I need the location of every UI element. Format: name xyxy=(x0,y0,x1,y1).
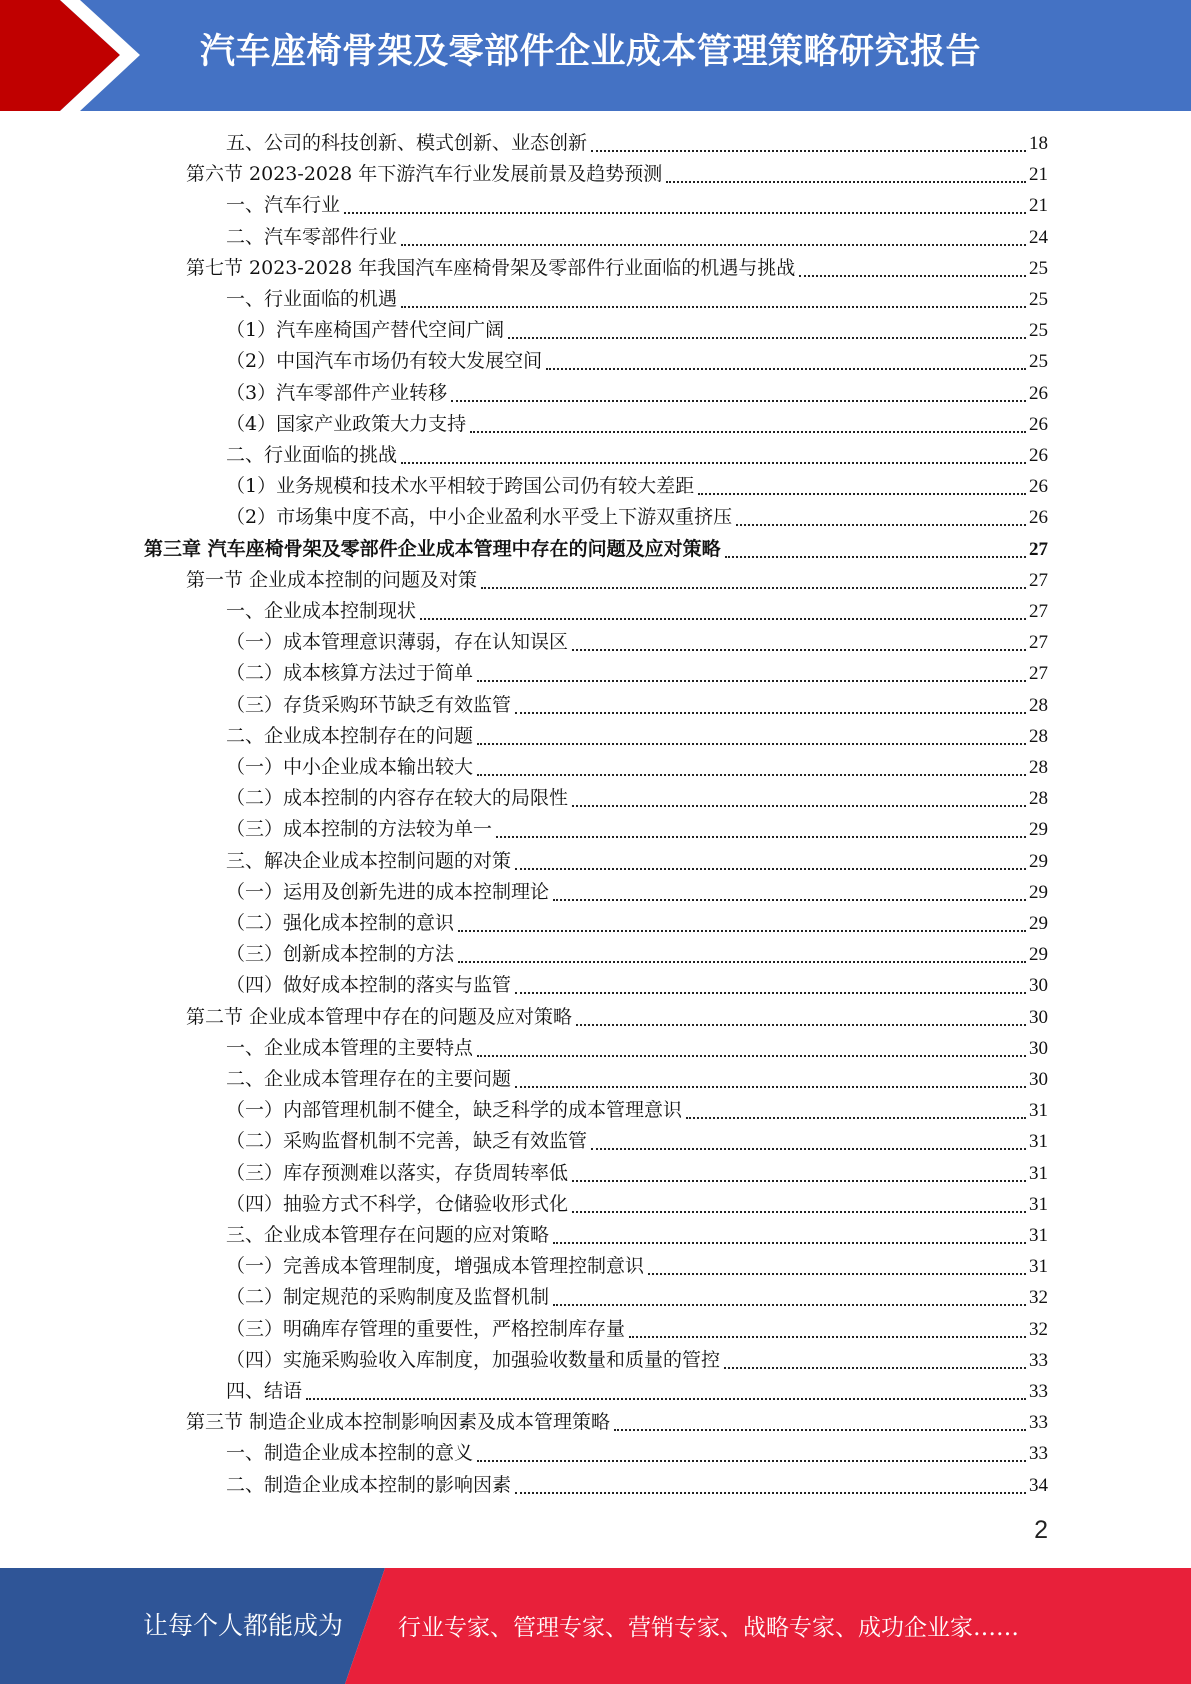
toc-entry-title: （一）中小企业成本输出较大 xyxy=(226,756,474,778)
toc-entry-page: 31 xyxy=(1029,1131,1048,1153)
toc-entry-page: 28 xyxy=(1029,725,1048,747)
toc-subsection-entry[interactable] xyxy=(226,1470,1048,1501)
toc-dot-leader xyxy=(576,1024,1026,1026)
toc-subsection-entry[interactable] xyxy=(226,1345,1048,1376)
toc-dot-leader xyxy=(724,1367,1026,1369)
toc-entry-page: 27 xyxy=(1029,663,1048,685)
toc-entry-title: 第三节 制造企业成本控制影响因素及成本管理策略 xyxy=(186,1411,611,1434)
toc-entry-page: 25 xyxy=(1029,257,1048,279)
toc-entry-title: 三、解决企业成本控制问题的对策 xyxy=(226,849,512,872)
toc-entry-page: 25 xyxy=(1029,320,1048,342)
toc-entry-page: 31 xyxy=(1029,1193,1048,1215)
toc-subsection-entry[interactable] xyxy=(226,190,1048,221)
toc-entry-page: 28 xyxy=(1029,788,1048,810)
toc-dot-leader xyxy=(481,587,1026,589)
toc-dot-leader xyxy=(648,1273,1026,1275)
toc-subsection-entry[interactable] xyxy=(226,1158,1048,1189)
toc-entry-title: 二、制造企业成本控制的影响因素 xyxy=(226,1473,512,1496)
toc-subsection-entry[interactable] xyxy=(226,846,1048,877)
toc-entry-page: 25 xyxy=(1029,289,1048,310)
toc-entry-page: 27 xyxy=(1029,632,1048,654)
toc-entry-page: 31 xyxy=(1029,1225,1048,1246)
toc-entry-title: （1）业务规模和技术水平相较于跨国公司仍有较大差距 xyxy=(226,475,695,498)
report-title: 汽车座椅骨架及零部件企业成本管理策略研究报告 xyxy=(200,32,982,72)
toc-subsection-entry[interactable] xyxy=(226,440,1048,471)
toc-entry-title: 第六节 2023-2028 年下游汽车行业发展前景及趋势预测 xyxy=(186,163,663,186)
toc-entry-page: 28 xyxy=(1029,694,1048,716)
footer-slogan-left: 让每个人都能成为 xyxy=(143,1611,344,1640)
toc-subsection-entry[interactable] xyxy=(226,970,1048,1001)
toc-entry-title: 第三章 汽车座椅骨架及零部件企业成本管理中存在的问题及应对策略 xyxy=(144,537,721,560)
toc-entry-title: （三）存货采购环节缺乏有效监管 xyxy=(226,693,512,716)
toc-chapter-entry[interactable] xyxy=(144,534,1048,565)
toc-subsection-entry[interactable] xyxy=(226,814,1048,845)
toc-dot-leader xyxy=(470,431,1026,433)
toc-entry-title: （三）成本控制的方法较为单一 xyxy=(226,818,493,841)
footer-banner xyxy=(0,1568,1191,1684)
toc-entry-title: （三）明确库存管理的重要性，严格控制库存量 xyxy=(226,1317,626,1340)
toc-dot-leader xyxy=(306,1398,1026,1400)
toc-subsection-entry[interactable] xyxy=(226,409,1048,440)
toc-entry-page: 33 xyxy=(1029,1349,1048,1371)
toc-entry-page: 33 xyxy=(1029,1412,1048,1434)
toc-entry-title: 二、行业面临的挑战 xyxy=(226,444,398,466)
toc-dot-leader xyxy=(401,244,1026,246)
toc-entry-title: 二、汽车零部件行业 xyxy=(226,225,398,248)
toc-entry-title: （一）运用及创新先进的成本控制理论 xyxy=(226,880,550,903)
toc-entry-title: 一、企业成本控制现状 xyxy=(226,600,417,622)
header-arrow-decoration xyxy=(0,0,160,111)
toc-dot-leader xyxy=(344,212,1026,214)
toc-dot-leader xyxy=(515,868,1026,870)
toc-entry-title: （四）实施采购验收入库制度，加强验收数量和质量的管控 xyxy=(226,1348,721,1371)
toc-subsection-entry[interactable] xyxy=(226,877,1048,908)
toc-entry-page: 26 xyxy=(1029,413,1048,435)
toc-dot-leader xyxy=(572,805,1026,807)
toc-section-entry[interactable] xyxy=(186,159,1048,190)
toc-subsection-entry[interactable] xyxy=(226,1126,1048,1157)
header-banner xyxy=(0,0,1191,111)
toc-dot-leader xyxy=(477,1460,1026,1462)
toc-section-entry[interactable] xyxy=(186,1002,1048,1033)
toc-dot-leader xyxy=(458,930,1026,932)
toc-section-entry[interactable] xyxy=(186,1407,1048,1438)
toc-subsection-entry[interactable] xyxy=(226,1314,1048,1345)
toc-entry-page: 18 xyxy=(1029,133,1048,154)
toc-section-entry[interactable] xyxy=(186,565,1048,596)
toc-entry-title: 二、企业成本管理存在的主要问题 xyxy=(226,1068,512,1090)
toc-dot-leader xyxy=(458,961,1026,963)
toc-section-entry[interactable] xyxy=(186,253,1048,284)
toc-entry-title: 一、汽车行业 xyxy=(226,194,341,217)
toc-entry-page: 27 xyxy=(1029,601,1048,622)
toc-dot-leader xyxy=(477,774,1026,776)
toc-entry-title: （四）抽验方式不科学，仓储验收形式化 xyxy=(226,1192,569,1215)
toc-entry-page: 30 xyxy=(1029,1006,1048,1028)
toc-entry-page: 31 xyxy=(1029,1162,1048,1184)
toc-entry-page: 33 xyxy=(1029,1381,1048,1402)
toc-dot-leader xyxy=(546,368,1026,370)
toc-dot-leader xyxy=(553,899,1026,901)
toc-entry-page: 26 xyxy=(1029,445,1048,466)
toc-subsection-entry[interactable] xyxy=(226,627,1048,658)
toc-dot-leader xyxy=(736,524,1026,526)
toc-entry-page: 29 xyxy=(1029,850,1048,872)
toc-entry-title: 五、公司的科技创新、模式创新、业态创新 xyxy=(226,132,588,154)
toc-dot-leader xyxy=(629,1336,1026,1338)
toc-entry-title: 第二节 企业成本管理中存在的问题及应对策略 xyxy=(186,1005,573,1028)
toc-entry-page: 34 xyxy=(1029,1474,1048,1496)
toc-subsection-entry[interactable] xyxy=(226,1220,1048,1251)
toc-entry-title: （1）汽车座椅国产替代空间广阔 xyxy=(226,319,505,342)
toc-subsection-entry[interactable] xyxy=(226,471,1048,502)
toc-subsection-entry[interactable] xyxy=(226,721,1048,752)
page-number: 2 xyxy=(1034,1516,1048,1544)
toc-dot-leader xyxy=(451,400,1026,402)
toc-entry-page: 21 xyxy=(1029,164,1048,186)
toc-entry-page: 26 xyxy=(1029,507,1048,529)
toc-dot-leader xyxy=(686,1117,1026,1119)
toc-dot-leader xyxy=(572,649,1026,651)
toc-entry-title: 四、结语 xyxy=(226,1380,303,1402)
toc-entry-page: 26 xyxy=(1029,476,1048,498)
toc-entry-title: （2）中国汽车市场仍有较大发展空间 xyxy=(226,350,543,373)
toc-dot-leader xyxy=(572,1211,1026,1213)
toc-entry-page: 21 xyxy=(1029,195,1048,217)
toc-dot-leader xyxy=(477,743,1026,745)
toc-entry-title: 第七节 2023-2028 年我国汽车座椅骨架及零部件行业面临的机遇与挑战 xyxy=(186,256,796,279)
toc-subsection-entry[interactable] xyxy=(226,1064,1048,1095)
toc-entry-page: 33 xyxy=(1029,1443,1048,1465)
toc-subsection-entry[interactable] xyxy=(226,596,1048,627)
toc-entry-title: 三、企业成本管理存在问题的应对策略 xyxy=(226,1224,550,1246)
toc-dot-leader xyxy=(420,618,1026,620)
toc-subsection-entry[interactable] xyxy=(226,128,1048,159)
toc-subsection-entry[interactable] xyxy=(226,222,1048,253)
toc-dot-leader xyxy=(572,1180,1026,1182)
toc-subsection-entry[interactable] xyxy=(226,752,1048,783)
toc-entry-title: （二）成本控制的内容存在较大的局限性 xyxy=(226,787,569,810)
toc-entry-page: 29 xyxy=(1029,913,1048,934)
toc-dot-leader xyxy=(515,1086,1026,1088)
toc-dot-leader xyxy=(477,680,1026,682)
toc-entry-title: 一、制造企业成本控制的意义 xyxy=(226,1442,474,1465)
toc-entry-page: 29 xyxy=(1029,881,1048,903)
toc-entry-title: （四）做好成本控制的落实与监管 xyxy=(226,974,512,997)
toc-entry-title: （一）完善成本管理制度，增强成本管理控制意识 xyxy=(226,1255,645,1278)
toc-dot-leader xyxy=(515,1492,1026,1494)
toc-entry-title: （一）成本管理意识薄弱，存在认知误区 xyxy=(226,631,569,654)
toc-dot-leader xyxy=(614,1429,1026,1431)
toc-entry-page: 29 xyxy=(1029,944,1048,966)
toc-entry-page: 30 xyxy=(1029,1069,1048,1090)
toc-entry-page: 28 xyxy=(1029,757,1048,778)
toc-dot-leader xyxy=(508,337,1026,339)
toc-entry-title: （三）创新成本控制的方法 xyxy=(226,943,455,966)
toc-subsection-entry[interactable] xyxy=(226,908,1048,939)
toc-dot-leader xyxy=(553,1304,1026,1306)
toc-entry-page: 24 xyxy=(1029,226,1048,248)
toc-entry-page: 32 xyxy=(1029,1287,1048,1309)
toc-dot-leader xyxy=(477,1055,1026,1057)
toc-subsection-entry[interactable] xyxy=(226,346,1048,377)
toc-entry-page: 26 xyxy=(1029,382,1048,404)
toc-entry-title: （三）库存预测难以落实，存货周转率低 xyxy=(226,1161,569,1184)
toc-subsection-entry[interactable] xyxy=(226,1033,1048,1064)
toc-dot-leader xyxy=(591,1148,1026,1150)
toc-dot-leader xyxy=(496,836,1026,838)
toc-dot-leader xyxy=(401,462,1026,464)
toc-dot-leader xyxy=(591,150,1026,152)
toc-dot-leader xyxy=(515,992,1026,994)
toc-entry-title: （二）成本核算方法过于简单 xyxy=(226,662,474,685)
toc-dot-leader xyxy=(725,556,1026,558)
toc-entry-title: （二）制定规范的采购制度及监督机制 xyxy=(226,1286,550,1309)
toc-dot-leader xyxy=(666,181,1026,183)
toc-entry-page: 27 xyxy=(1029,569,1048,591)
toc-entry-title: （2）市场集中度不高，中小企业盈利水平受上下游双重挤压 xyxy=(226,506,733,529)
toc-subsection-entry[interactable] xyxy=(226,502,1048,533)
toc-entry-page: 30 xyxy=(1029,1037,1048,1059)
toc-dot-leader xyxy=(553,1242,1026,1244)
toc-dot-leader xyxy=(401,306,1026,308)
toc-entry-title: （3）汽车零部件产业转移 xyxy=(226,381,448,404)
toc-entry-title: （二）强化成本控制的意识 xyxy=(226,912,455,934)
toc-subsection-entry[interactable] xyxy=(226,315,1048,346)
toc-entry-title: （4）国家产业政策大力支持 xyxy=(226,412,467,435)
toc-entry-page: 27 xyxy=(1029,538,1048,560)
toc-subsection-entry[interactable] xyxy=(226,1282,1048,1313)
toc-subsection-entry[interactable] xyxy=(226,783,1048,814)
toc-subsection-entry[interactable] xyxy=(226,1376,1048,1407)
toc-subsection-entry[interactable] xyxy=(226,1189,1048,1220)
footer-slogan-right: 行业专家、管理专家、营销专家、战略专家、成功企业家…… xyxy=(398,1615,1019,1641)
toc-entry-page: 30 xyxy=(1029,975,1048,997)
toc-entry-page: 29 xyxy=(1029,819,1048,841)
toc-entry-page: 25 xyxy=(1029,351,1048,373)
toc-dot-leader xyxy=(515,712,1026,714)
toc-entry-page: 31 xyxy=(1029,1100,1048,1122)
toc-subsection-entry[interactable] xyxy=(226,690,1048,721)
toc-entry-title: 一、行业面临的机遇 xyxy=(226,288,398,310)
toc-subsection-entry[interactable] xyxy=(226,1251,1048,1282)
toc-subsection-entry[interactable] xyxy=(226,378,1048,409)
toc-entry-title: 二、企业成本控制存在的问题 xyxy=(226,724,474,747)
toc-subsection-entry[interactable] xyxy=(226,1438,1048,1469)
toc-dot-leader xyxy=(698,493,1026,495)
toc-entry-title: （一）内部管理机制不健全，缺乏科学的成本管理意识 xyxy=(226,1099,683,1122)
toc-subsection-entry[interactable] xyxy=(226,939,1048,970)
toc-entry-page: 31 xyxy=(1029,1256,1048,1278)
toc-subsection-entry[interactable] xyxy=(226,284,1048,315)
toc-entry-title: 第一节 企业成本控制的问题及对策 xyxy=(186,568,478,591)
toc-entry-page: 32 xyxy=(1029,1318,1048,1340)
toc-entry-title: 一、企业成本管理的主要特点 xyxy=(226,1036,474,1059)
toc-dot-leader xyxy=(799,275,1026,277)
toc-entry-title: （二）采购监督机制不完善，缺乏有效监管 xyxy=(226,1130,588,1153)
toc-subsection-entry[interactable] xyxy=(226,1095,1048,1126)
toc-subsection-entry[interactable] xyxy=(226,658,1048,689)
